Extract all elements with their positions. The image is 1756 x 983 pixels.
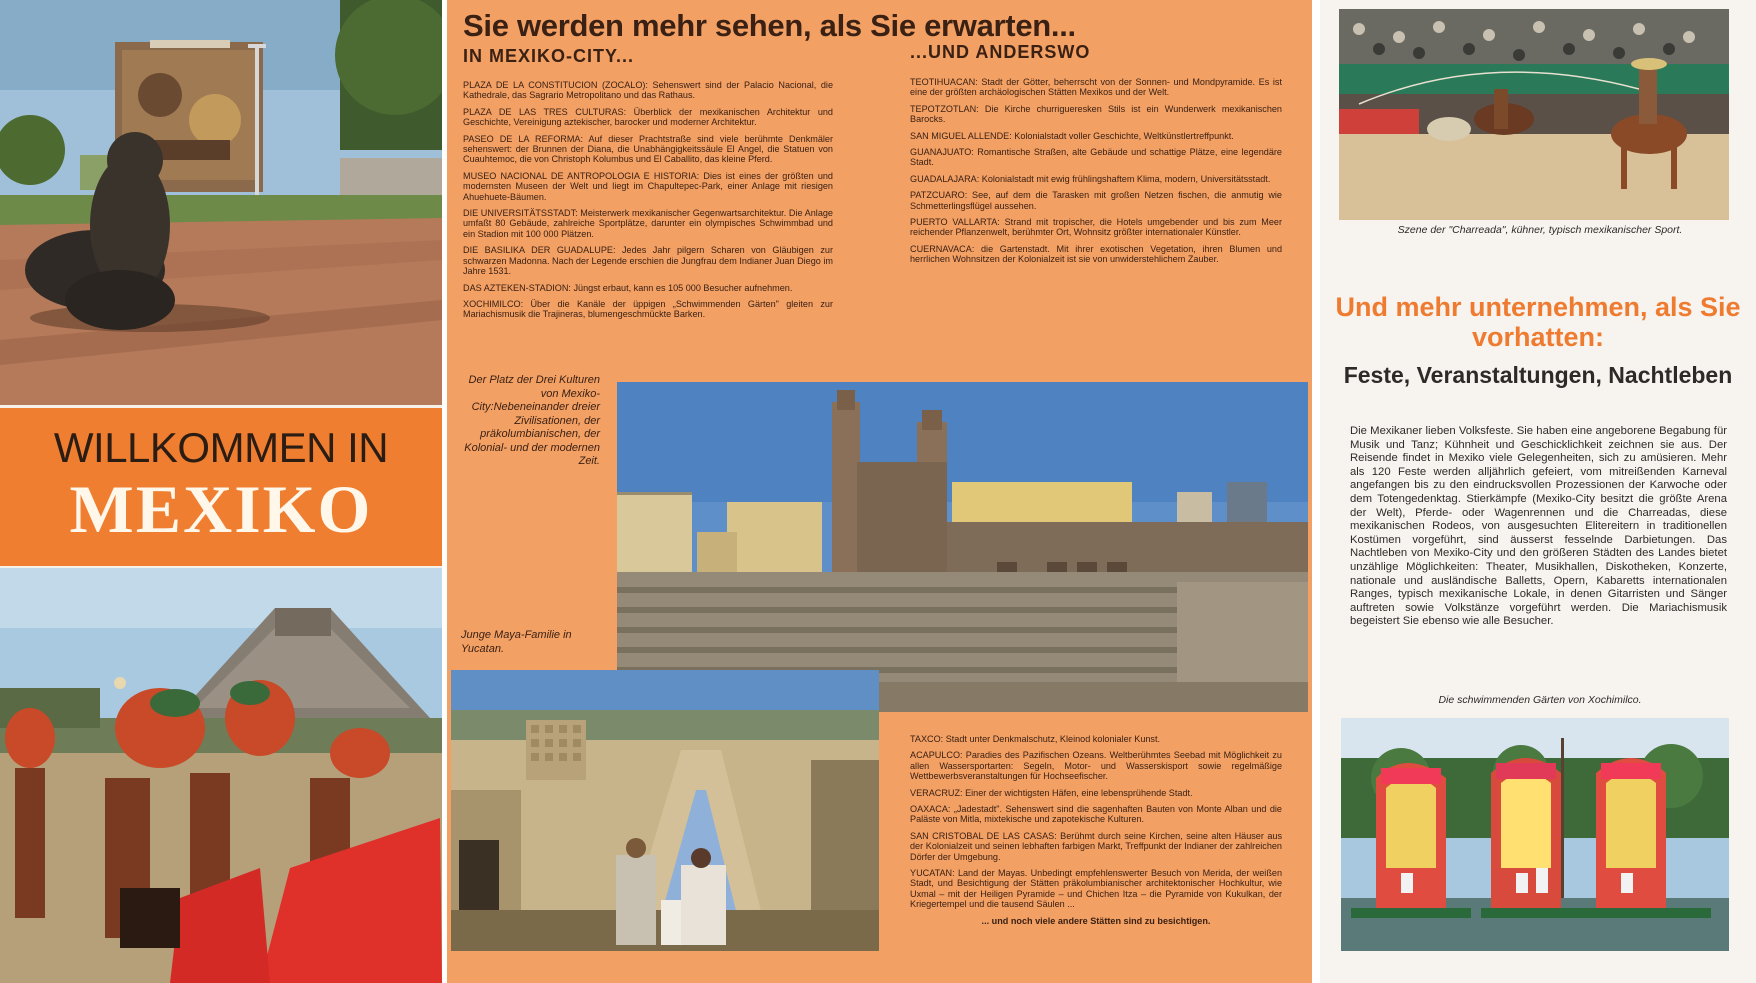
destination-entry: ACAPULCO: Paradies des Pazifischen Ozeans. Weltberühmtes Seebad mit Möglichkeit zu allen Wassersportarten: Segeln, Motor- und Wasserskisport sowie regelmäßige Wettbewerbsveranstaltungen für Hochseefischer. [910, 750, 1282, 782]
destination-entry: PATZCUARO: See, auf dem die Tarasken mit großen Netzen fischen, die anmutig wie Schmetterlingsflügel aussehen. [910, 190, 1282, 211]
destination-entry: OAXACA: „Jadestadt". Sehenswert sind die sagenhaften Bauten von Monte Alban und die Paläste von Mitla, mixtekische und zapotekische Kulturen. [910, 804, 1282, 825]
cover-panel [0, 0, 442, 983]
festivals-body-text: Die Mexikaner lieben Volksfeste. Sie haben eine angeborene Begabung für Musik und Tanz; Kühnheit und Geschicklichkeit zeichnen sie aus. Der Reisende findet in Mexiko viele Gelegenheiten, sich zu amüsieren. Mehr als 120 Feste werden alljährlich gefeiert, vom mitreißenden Karneval angefangen bis zu den eindrucksvollen Prozessionen der Karwoche oder dem Totengedenktag. Stierkämpfe (Mexiko-City besitzt die größte Arena der Welt), Pferde- oder Wagenrennen und die Charreadas, diese mexikanischen Rodeos, von ausgesuchten Elitereitern in traditionellen Kostümen vorgeführt, sind äusserst fesselnde Darbietungen. Das Nachtleben von Mexiko-City und den größeren Städten des Landes bietet unzählige Möglichkeiten: Theater, Musikhallen, Diskotheken, Konzerte, nationale und ausländische Balletts, Opern, Kabaretts internationalen Ranges, typisch mexikanische Lokale, in denen Gitarristen und Sänger auftreten sowie Volkstänze vorgeführt werden. Die Mariachismusik begeistert Sie ebenso wie alle Besucher. [1350, 425, 1727, 628]
xochimilco-photo [1341, 718, 1729, 951]
destination-entry: PASEO DE LA REFORMA: Auf dieser Prachtstraße sind viele berühmte Denkmäler sehenswert: der Brunnen der Diana, die Unabhängigkeitssäule El Angel, die Statuen von Cuauhtemoc, die von Christoph Kolumbus und El Caballito, das kleine Pferd. [463, 133, 833, 165]
maya-family-caption: Junge Maya-Familie in Yucatan. [461, 629, 572, 655]
destination-entry: PLAZA DE LA CONSTITUCION (ZOCALO): Sehenswert sind der Palacio Nacional, die Kathedrale, das Sagrario Metropolitano und das Rathaus. [463, 80, 833, 101]
cover-title-line2: MEXIKO [69, 471, 373, 547]
spread-headline: Sie werden mehr sehen, als Sie erwarten... [463, 8, 1076, 43]
charreada-caption: Szene der "Charreada", kühner, typisch mexikanischer Sport. [1397, 224, 1683, 236]
destination-entry: TEOTIHUACAN: Stadt der Götter, beherrscht von der Sonnen- und Mondpyramide. Es ist eine der größten archäologischen Stätten Mexikos und der Welt. [910, 77, 1282, 98]
destination-entry: YUCATAN: Land der Mayas. Unbedingt empfehlenswerter Besuch von Merida, der weißen Stadt, und Besichtigung der Stätten präkolumbianischer architektonischer Hochkultur, wie Uxmal – mit der Heiligen Pyramide – und Chichen Itza – die Pyramide von Kukulkan, der Kriegertempel und die tausend Säulen ... [910, 868, 1282, 910]
destinations-closing-line: ... und noch viele andere Stätten sind zu besichtigen. [981, 915, 1211, 926]
xochimilco-caption: Die schwimmenden Gärten von Xochimilco. [1438, 694, 1642, 706]
festivals-heading-dark: Feste, Veranstaltungen, Nachtleben [1343, 362, 1733, 388]
maya-arch-photo [451, 670, 879, 951]
festivals-heading-orange: Und mehr unternehmen, als Sie vorhatten: [1335, 292, 1741, 352]
university-photo [0, 0, 442, 405]
destination-entry: PLAZA DE LAS TRES CULTURAS: Überblick der mexikanischen Architektur und Geschichte, Vereinigung aztekischer, barocker und moderner Architektur. [463, 106, 833, 128]
destination-entry: PUERTO VALLARTA: Strand mit tropischer, die Hotels umgebender und bis zum Meer reichender Pflanzenwelt, berühmter Ort, Wohnsitz größter internationaler Künstler. [910, 217, 1282, 238]
destination-entry: DIE BASILIKA DER GUADALUPE: Jedes Jahr pilgern Scharen von Gläubigen zur schwarzen Madonna. Nach der Legende erschien die Jungfrau dem Indianer Juan Diego im Jahre 1531. [463, 245, 833, 277]
destination-entry: SAN MIGUEL ALLENDE: Kolonialstadt voller Geschichte, Weltkünstlertreffpunkt. [910, 130, 1234, 141]
destination-entry: CUERNAVACA: die Gartenstadt. Mit ihrer exotischen Vegetation, ihren Blumen und herrlichen Wohnsitzen der Kolonialzeit ist sie von unwiderstehlichem Zauber. [910, 243, 1282, 265]
charreada-photo [1339, 9, 1729, 220]
destination-entry: TEPOTZOTLAN: Die Kirche churrigueresken Stils ist ein Wunderwerk mexikanischen Barocks. [910, 103, 1282, 125]
destination-entry: GUANAJUATO: Romantische Straßen, alte Gebäude und schattige Plätze, eine legendäre Stadt. [910, 147, 1282, 168]
city-entries-list [463, 80, 833, 326]
elsewhere-column-heading: ...UND ANDERSWO [910, 42, 1091, 62]
destination-entry: DAS AZTEKEN-STADION: Jüngst erbaut, kann es 105 000 Besucher aufnehmen. [463, 282, 793, 293]
destination-entry: GUADALAJARA: Kolonialstadt mit ewig frühlingshaftem Klima, modern, Universitätsstadt. [910, 173, 1271, 184]
destination-entry: TAXCO: Stadt unter Denkmalschutz, Kleinod kolonialer Kunst. [910, 734, 1161, 744]
city-column-heading: IN MEXIKO-CITY... [463, 46, 635, 66]
destination-entry: SAN CRISTOBAL DE LAS CASAS: Berühmt durch seine Kirchen, seine alten Häuser aus der Kolonialzeit und seinen lebhaften farbigen Markt, Treffpunkt der Indianer der zahlreichen Dörfer der Umgebung. [910, 830, 1282, 862]
destination-entry: MUSEO NACIONAL DE ANTROPOLOGIA E HISTORIA: Dies ist eines der größten und modernsten Museen der Welt und liegt im Chapultepec-Park, einer Anlage mit riesigen Ahuehuete-Bäumen. [463, 170, 833, 202]
plaza-caption: Der Platz der Drei Kulturen von Mexiko-City:Nebeneinander dreier Zivilisationen, der präkolumbianischen, der Kolonial- und der modernen Zeit. [464, 374, 600, 467]
elsewhere-entries-list [910, 77, 1282, 271]
pyramid-dancers-photo [0, 568, 442, 983]
destination-entry: DIE UNIVERSITÄTSSTADT: Meisterwerk mexikanischer Gegenwartsarchitektur. Die Anlage umfaßt 80 Gebäude, zahlreiche Sportplätze, darunter ein olympisches Schwimmbad und ein Stadion mit 100 000 Plätzen. [463, 208, 833, 239]
destination-entry: VERACRUZ: Einer der wichtigsten Häfen, eine lebensprühende Stadt. [910, 787, 1193, 798]
three-cultures-photo [617, 382, 1308, 712]
destination-entry: XOCHIMILCO: Über die Kanäle der üppigen „Schwimmenden Gärten" gleiten zur Mariachismusik die Trajineras, blumengeschmückte Barken. [463, 298, 833, 320]
more-destinations-list [910, 734, 1282, 932]
cover-title-line1: WILLKOMMEN IN [53, 424, 389, 471]
